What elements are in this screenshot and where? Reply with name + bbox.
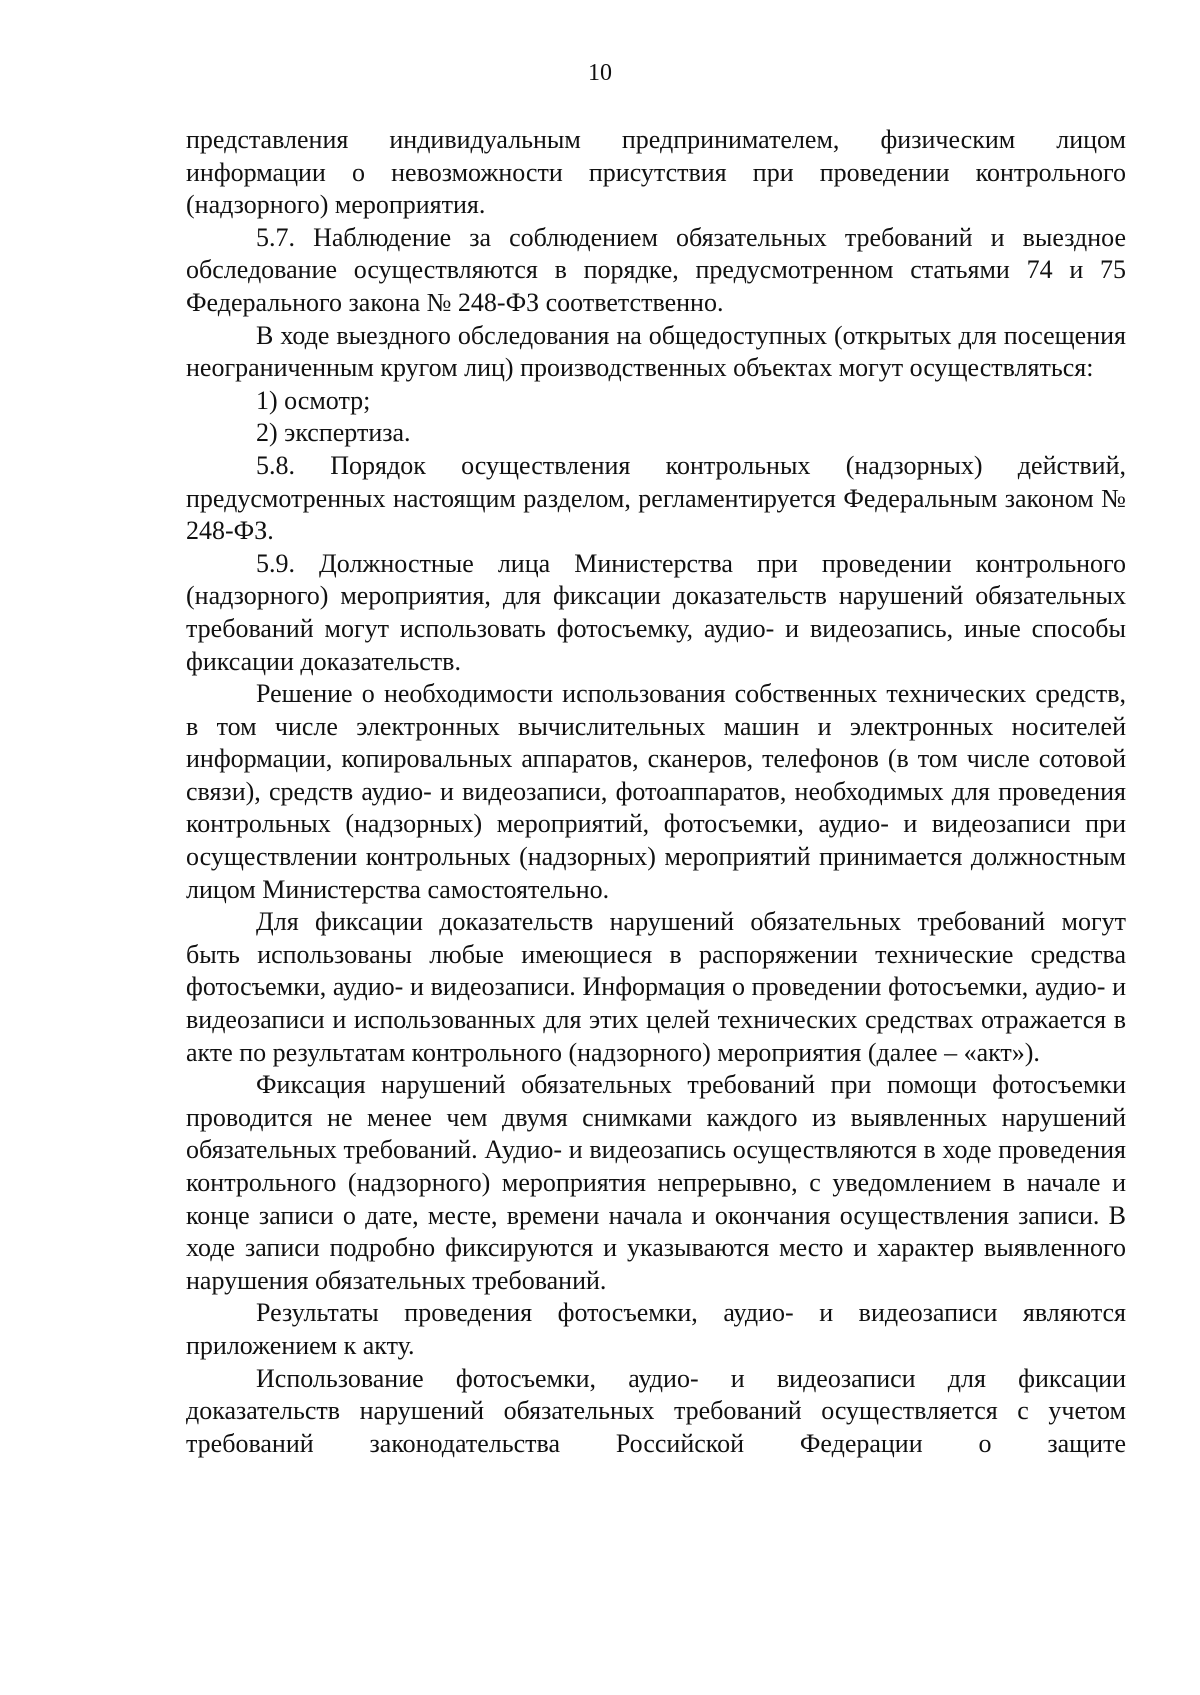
- list-item-inspection: 1) осмотр;: [256, 385, 371, 415]
- list-item-expertise: 2) экспертиза.: [256, 418, 411, 448]
- paragraph-photo-fixation: Фиксация нарушений обязательных требований при помощи фотосъемки проводится не менее чем двумя снимками каждого из выявленных нарушений обязательных требований. Аудио- и видеозапись осуществляются в ходе проведения контрольного (надзорного) мероприятия непрерывно, с уведомлением в начале и конце записи о дате, месте, времени начала и окончания осуществления записи. В ходе записи подробно фиксируются и указываются место и характер выявленного нарушения обязательных требований.: [186, 1070, 1126, 1295]
- paragraph-5-9: 5.9. Должностные лица Министерства при проведении контрольного (надзорного) мероприятия, для фиксации доказательств нарушений обязательных требований могут использовать фотосъемку, аудио- и видеозапись, иные способы фиксации доказательств.: [186, 548, 1126, 676]
- paragraph-evidence-fixation: Для фиксации доказательств нарушений обязательных требований могут быть использованы любые имеющиеся в распоряжении технические средства фотосъемки, аудио- и видеозаписи. Информация о проведении фотосъемки, аудио- и видеозаписи и использованных для этих целей технических средствах отражается в акте по результатам контрольного (надзорного) мероприятия (далее – «акт»).: [186, 907, 1126, 1067]
- page-number: 10: [588, 60, 612, 86]
- paragraph-results-annex: Результаты проведения фотосъемки, аудио- и видеозаписи являются приложением к акту.: [186, 1298, 1126, 1360]
- paragraph-legislation: Использование фотосъемки, аудио- и видеозаписи для фиксации доказательств нарушений обязательных требований осуществляется с учетом требований законодательства Российской Федерации о защите: [186, 1363, 1126, 1458]
- paragraph-continuation: представления индивидуальным предпринимателем, физическим лицом информации о невозможности присутствия при проведении контрольного (надзорного) мероприятия.: [186, 125, 1126, 220]
- paragraph-technical-means: Решение о необходимости использования собственных технических средств, в том числе электронных вычислительных машин и электронных носителей информации, копировальных аппаратов, сканеров, телефонов (в том числе сотовой связи), средств аудио- и видеозаписи, фотоаппаратов, необходимых для проведения контрольных (надзорных) мероприятий, фотосъемки, аудио- и видеозаписи при осуществлении контрольных (надзорных) мероприятий принимается должностным лицом Министерства самостоятельно.: [186, 679, 1126, 904]
- paragraph-5-7: 5.7. Наблюдение за соблюдением обязательных требований и выездное обследование осуществляются в порядке, предусмотренном статьями 74 и 75 Федерального закона № 248-ФЗ соответственно.: [186, 222, 1126, 317]
- paragraph-field-inspection: В ходе выездного обследования на общедоступных (открытых для посещения неограниченным кругом лиц) производственных объектах могут осуществляться:: [186, 320, 1126, 383]
- paragraph-5-8: 5.8. Порядок осуществления контрольных (надзорных) действий, предусмотренных настоящим разделом, регламентируется Федеральным законом № 248-ФЗ.: [186, 450, 1126, 546]
- document-body: [186, 124, 1126, 1460]
